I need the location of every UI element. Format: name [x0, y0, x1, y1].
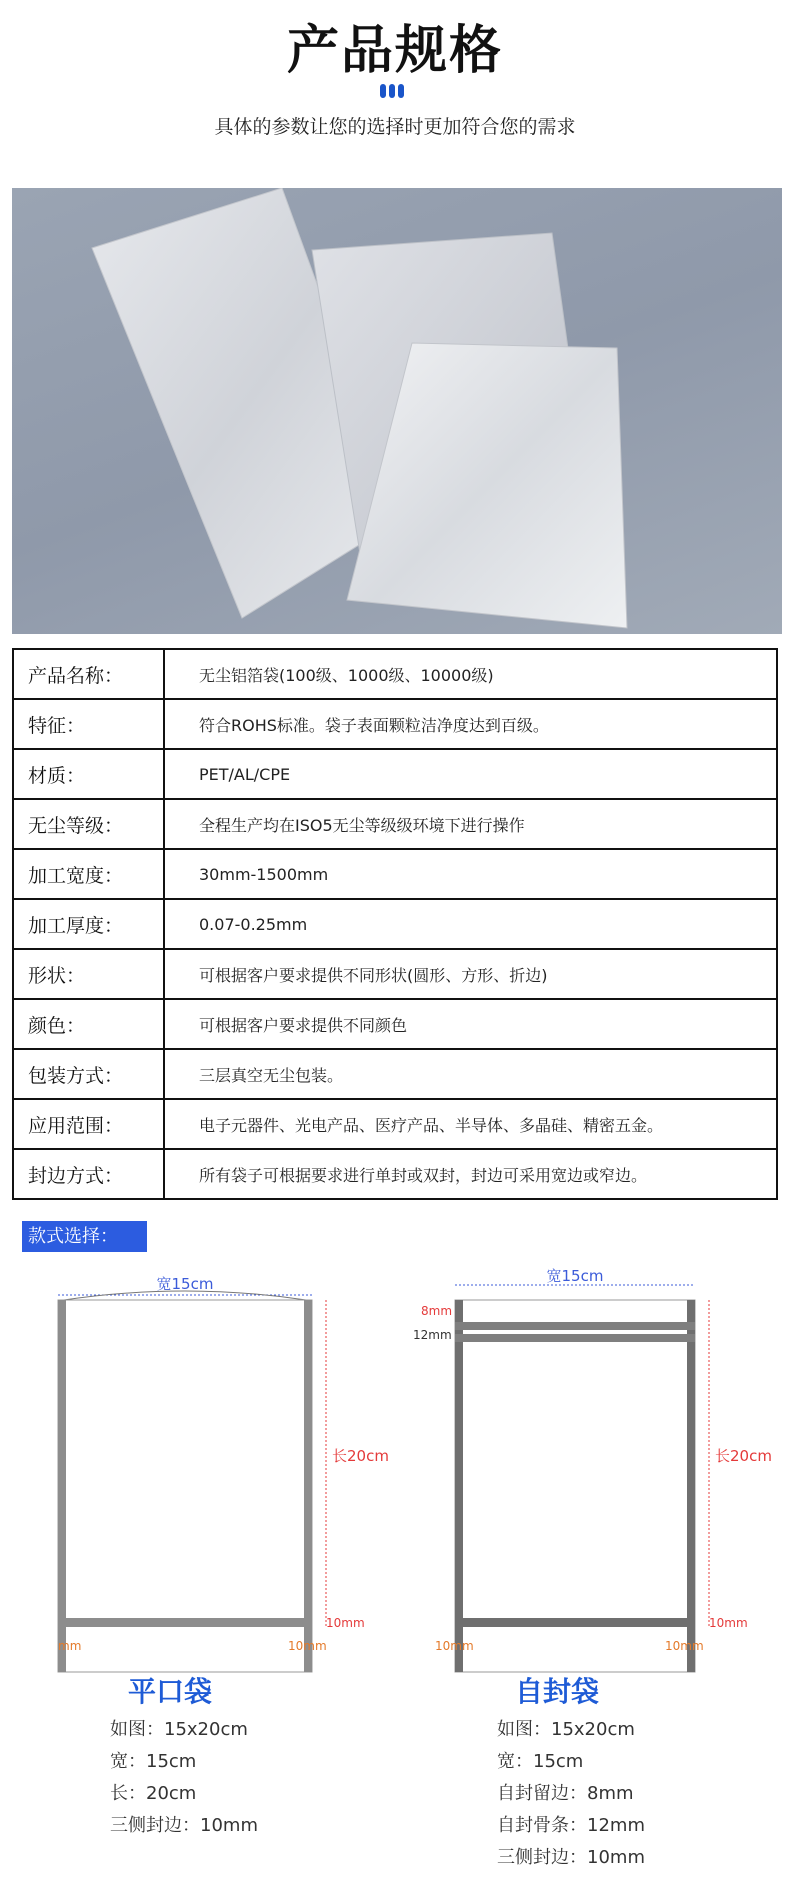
spec-label: 材质：	[13, 749, 164, 799]
flat-bag-name: 平口袋	[128, 1675, 213, 1708]
zip-bag-spec-line: 三侧封边：10mm	[497, 1847, 645, 1868]
zip-width-label: 12mm	[413, 1328, 452, 1342]
zip-bag-spec-line: 自封骨条：12mm	[497, 1815, 645, 1836]
zip-bag-name: 自封袋	[515, 1675, 600, 1708]
spec-label: 包装方式：	[13, 1049, 164, 1099]
spec-row	[13, 749, 777, 799]
spec-row	[13, 1149, 777, 1199]
spec-value: 符合ROHS标准。袋子表面颗粒洁净度达到百级。	[164, 699, 777, 749]
spec-value: 所有袋子可根据要求进行单封或双封，封边可采用宽边或窄边。	[164, 1149, 777, 1199]
zip-bag-spec-line: 如图：15x20cm	[497, 1719, 635, 1740]
spec-row	[13, 899, 777, 949]
length-label: 长20cm	[332, 1447, 389, 1465]
page-title: 产品规格	[286, 21, 503, 81]
flat-bag-diagram	[0, 1255, 395, 1675]
bottom-right-label: 10mm	[288, 1639, 327, 1653]
top-margin-label: 8mm	[421, 1304, 453, 1318]
spec-label: 应用范围：	[13, 1099, 164, 1149]
spec-row	[13, 799, 777, 849]
right-seal	[687, 1300, 695, 1672]
bottom-right-label: 10mm	[665, 1639, 704, 1653]
spec-row	[13, 649, 777, 699]
zip-strip-top	[455, 1322, 695, 1330]
spec-value: 全程生产均在ISO5无尘等级级环境下进行操作	[164, 799, 777, 849]
spec-value: 0.07-0.25mm	[164, 899, 777, 949]
spec-row	[13, 1049, 777, 1099]
spec-label: 形状：	[13, 949, 164, 999]
spec-row	[13, 1099, 777, 1149]
spec-row	[13, 999, 777, 1049]
spec-value: 30mm-1500mm	[164, 849, 777, 899]
length-label: 长20cm	[715, 1447, 772, 1465]
bottom-left-label: 10mm	[435, 1639, 474, 1653]
seal-width-label: 10mm	[326, 1616, 365, 1630]
flat-bag-spec-line: 宽：15cm	[110, 1751, 197, 1772]
spec-label: 封边方式：	[13, 1149, 164, 1199]
zip-strip-bottom	[455, 1334, 695, 1342]
zip-bag-diagram	[395, 1255, 790, 1675]
bottom-seal	[58, 1618, 312, 1627]
bottom-left-label: mm	[58, 1639, 82, 1653]
spec-value: 可根据客户要求提供不同颜色	[164, 999, 777, 1049]
spec-label: 加工宽度：	[13, 849, 164, 899]
spec-value: PET/AL/CPE	[164, 749, 777, 799]
spec-value: 可根据客户要求提供不同形状(圆形、方形、折边)	[164, 949, 777, 999]
width-label: 宽15cm	[546, 1267, 604, 1285]
spec-row	[13, 949, 777, 999]
left-seal	[455, 1300, 463, 1672]
seal-width-label: 10mm	[709, 1616, 748, 1630]
spec-label: 无尘等级：	[13, 799, 164, 849]
bottom-seal	[455, 1618, 695, 1627]
spec-value: 电子元器件、光电产品、医疗产品、半导体、多晶硅、精密五金。	[164, 1099, 777, 1149]
flat-bag-spec-line: 三侧封边：10mm	[110, 1815, 258, 1836]
page-subtitle: 具体的参数让您的选择时更加符合您的需求	[214, 116, 576, 138]
spec-label: 颜色：	[13, 999, 164, 1049]
left-seal	[58, 1300, 66, 1672]
width-label: 宽15cm	[156, 1275, 214, 1293]
spec-row	[13, 699, 777, 749]
flat-bag-spec-line: 长：20cm	[110, 1783, 197, 1804]
spec-label: 加工厚度：	[13, 899, 164, 949]
flat-bag-spec-line: 如图：15x20cm	[110, 1719, 248, 1740]
style-selection-heading: 款式选择：	[22, 1221, 147, 1252]
right-seal	[304, 1300, 312, 1672]
bag-body	[58, 1300, 312, 1672]
spec-label: 特征：	[13, 699, 164, 749]
product-photo	[12, 188, 782, 634]
spec-value: 三层真空无尘包装。	[164, 1049, 777, 1099]
title-decoration	[380, 83, 410, 97]
spec-value: 无尘铝箔袋(100级、1000级、10000级)	[164, 649, 777, 699]
spec-label: 产品名称：	[13, 649, 164, 699]
foil-bags-image	[12, 188, 782, 634]
bag-body	[455, 1300, 695, 1672]
spec-table	[12, 648, 778, 1200]
zip-bag-spec-line: 宽：15cm	[497, 1751, 584, 1772]
spec-row	[13, 849, 777, 899]
zip-bag-spec-line: 自封留边：8mm	[497, 1783, 634, 1804]
